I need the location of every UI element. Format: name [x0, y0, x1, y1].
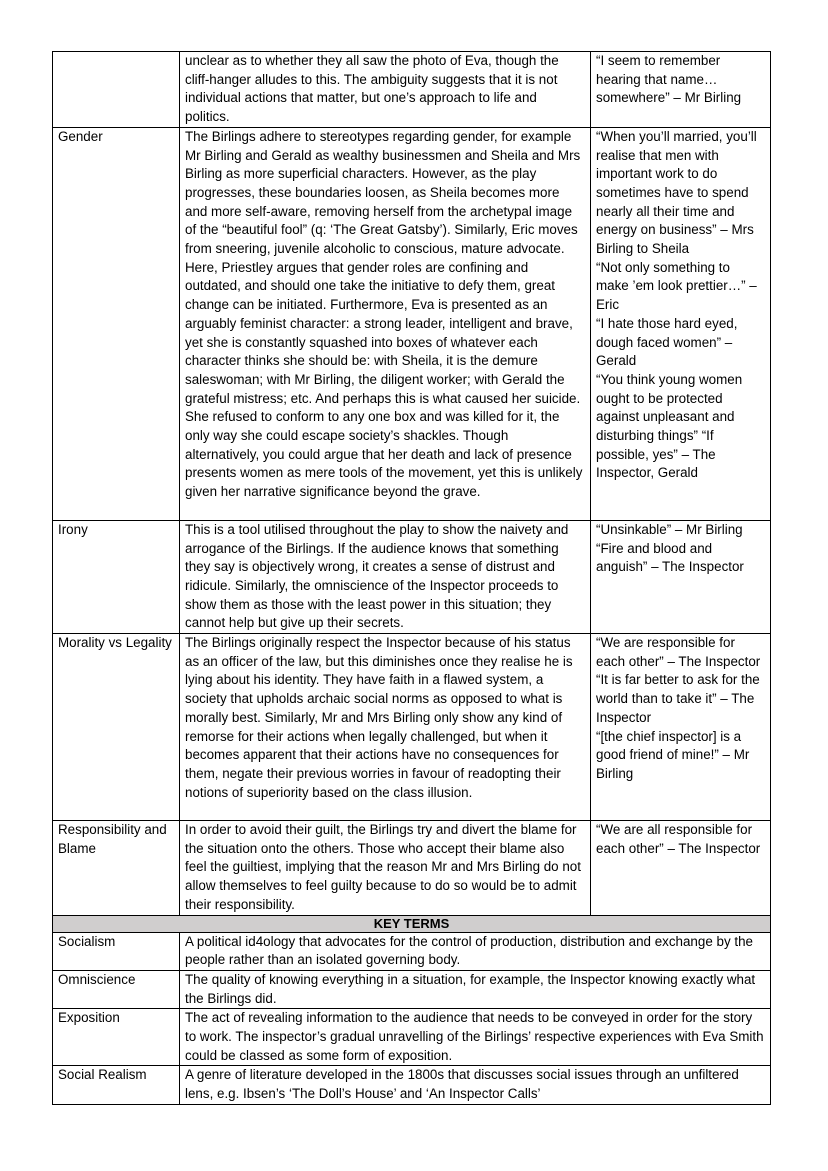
quote: “Unsinkable” – Mr Birling	[596, 521, 743, 537]
term-cell: Omniscience	[53, 970, 180, 1008]
quote: “You think young women ought to be protected against unpleasant and disturbing things” “If possible, yes” – The Inspector, Gerald	[596, 371, 743, 481]
term-cell: Social Realism	[53, 1066, 180, 1104]
theme-cell: Responsibility and Blame	[53, 821, 180, 916]
theme-row	[53, 52, 771, 128]
definition-cell: A genre of literature developed in the 1800s that discusses social issues through an unfiltered lens, e.g. Ibsen’s ‘The Doll’s House’ and ‘An Inspector Calls’	[180, 1066, 771, 1104]
term-cell: Exposition	[53, 1009, 180, 1066]
key-terms-header-row	[53, 915, 771, 932]
definition-cell: The quality of knowing everything in a situation, for example, the Inspector knowing exactly what the Birlings did.	[180, 970, 771, 1008]
theme-row	[53, 634, 771, 821]
quote: “I seem to remember hearing that name… somewhere” – Mr Birling	[596, 53, 742, 106]
description-cell: The Birlings adhere to stereotypes regarding gender, for example Mr Birling and Gerald as wealthy businessmen and Sheila and Mrs Birling as more superficial characters. However, as the play progresses, these boundaries loosen, as Sheila becomes more and more self-aware, removing herself from the archetypal image of the “beautiful fool” (q: ‘The Great Gatsby’). Similarly, Eric moves from sneering, juvenile alcoholic to conscious, mature advocate. Here, Priestley argues that gender roles are confining and outdated, and should one take the initiative to defy them, great change can be initiated. Furthermore, Eva is presented as an arguably feminist character: a strong leader, intelligent and brave, yet she is constantly squashed into boxes of whatever each character thinks she should be: with Sheila, it is the demure saleswoman; with Mr Birling, the diligent worker; with Gerald the grateful mistress; etc. And perhaps this is what caused her suicide. She refused to conform to any one box and was killed for it, the only way she could escape society’s shackles. Though alternatively, you could argue that her death and lack of presence presents women as mere tools of the movement, yet this is unlikely given her narrative significance beyond the grave.	[180, 127, 591, 520]
theme-cell: Irony	[53, 520, 180, 633]
term-cell: Socialism	[53, 932, 180, 970]
quote-cell	[591, 821, 771, 916]
key-term-row	[53, 1009, 771, 1066]
description-cell: This is a tool utilised throughout the play to show the naivety and arrogance of the Birlings. If the audience knows that something they say is objectively wrong, it creates a sense of distrust and ridicule. Similarly, the omniscience of the Inspector proceeds to show them as those with the least power in this situation; they cannot help but give up their secrets.	[180, 520, 591, 633]
quote-cell	[591, 520, 771, 633]
key-term-row	[53, 970, 771, 1008]
definition-cell: The act of revealing information to the audience that needs to be conveyed in order for the story to work. The inspector’s gradual unravelling of the Birlings’ respective experiences with Eva Smith could be classed as some form of exposition.	[180, 1009, 771, 1066]
quote: “[the chief inspector] is a good friend of mine!” – Mr Birling	[596, 728, 750, 781]
key-terms-heading: KEY TERMS	[53, 915, 771, 932]
quote: “We are responsible for each other” – The Inspector	[596, 635, 761, 669]
quote: “I hate those hard eyed, dough faced women” – Gerald	[596, 315, 738, 369]
theme-cell	[53, 52, 180, 128]
quote: “We are all responsible for each other” – The Inspector	[596, 822, 761, 856]
description-cell: unclear as to whether they all saw the photo of Eva, though the cliff-hanger alludes to this. The ambiguity suggests that it is not individual actions that matter, but one’s approach to life and politics.	[180, 52, 591, 128]
theme-cell: Gender	[53, 127, 180, 520]
theme-row	[53, 520, 771, 633]
quote-cell	[591, 52, 771, 128]
revision-table	[52, 51, 771, 1105]
quote-cell	[591, 634, 771, 821]
quote: “When you’ll married, you’ll realise that men with important work to do sometimes have to spend nearly all their time and energy on business” – Mrs Birling to Sheila	[596, 128, 757, 257]
quote: “Not only something to make ’em look prettier…” – Eric	[596, 259, 757, 313]
theme-cell: Morality vs Legality	[53, 634, 180, 821]
key-term-row	[53, 932, 771, 970]
theme-row	[53, 127, 771, 520]
quote: “It is far better to ask for the world than to take it” – The Inspector	[596, 672, 760, 725]
definition-cell: A political id4ology that advocates for the control of production, distribution and exchange by the people rather than an isolated governing body.	[180, 932, 771, 970]
quote-cell	[591, 127, 771, 520]
quote: “Fire and blood and anguish” – The Inspector	[596, 540, 744, 575]
key-term-row	[53, 1066, 771, 1104]
theme-row	[53, 821, 771, 916]
description-cell: The Birlings originally respect the Inspector because of his status as an officer of the law, but this diminishes once they realise he is lying about his identity. They have faith in a flawed system, a society that upholds archaic social norms as opposed to what is morally best. Similarly, Mr and Mrs Birling only show any kind of remorse for their actions when legally challenged, but when it becomes apparent that their actions have no consequences for them, negate their previous worries in favour of readopting their notions of superiority based on the class illusion.	[180, 634, 591, 821]
description-cell: In order to avoid their guilt, the Birlings try and divert the blame for the situation onto the others. Those who accept their blame also feel the guiltiest, implying that the reason Mr and Mrs Birling do not allow themselves to feel guilty because to do so would be to admit their responsibility.	[180, 821, 591, 916]
